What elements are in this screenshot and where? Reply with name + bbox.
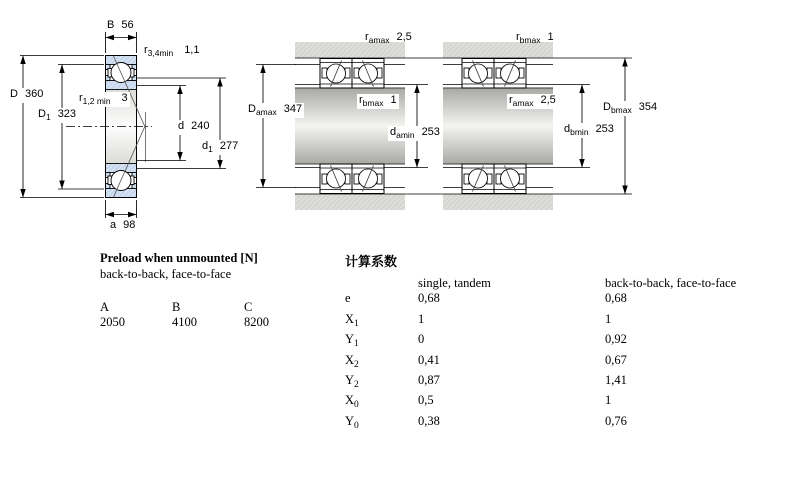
factor-value: 0,38 [418,413,440,428]
factor-value: 0,67 [605,352,627,367]
dim-label-r34min: $r_{3,4min}$ 1,1 [144,44,200,58]
preload-table [100,251,316,330]
factor-value: 0,41 [418,352,440,367]
factor-label: $Y_1$ [345,332,359,350]
factor-value: 0,5 [418,393,434,408]
factors-row-Y1 [345,332,755,352]
preload-table-value-row [100,315,316,330]
factor-label: e [345,291,351,306]
preload-col-header: B [172,300,181,314]
factors-row-X0 [345,393,755,413]
factors-label-col-header [345,276,418,291]
factor-label: $Y_2$ [345,373,359,391]
preload-table-subtitle: back-to-back, face-to-face [100,267,232,281]
factor-label: $Y_0$ [345,413,359,431]
preload-value: 2050 [100,315,125,329]
preload-value: 4100 [172,315,197,329]
factors-row-Y2 [345,373,755,393]
factors-col-header-single-tandem: single, tandem [418,276,491,290]
dim-label-B: B 56 [107,19,134,31]
dim-label-ramax-f2f: $r_{amax}$ 2,5 [509,94,556,108]
dim-label-d: d 240 [176,120,211,135]
factors-row-e [345,291,755,311]
factor-value: 1 [605,311,612,326]
factors-col-header-back-to-back: back-to-back, face-to-face [605,276,737,290]
factor-value: 0,68 [418,291,440,306]
preload-table-title: Preload when unmounted [N] [100,251,258,265]
dim-label-rbmax-f2f: $r_{bmax}$ 1 [516,31,554,45]
factor-value: 0,76 [605,413,627,428]
preload-col-header: C [244,300,253,314]
factor-value: 0,87 [418,373,440,388]
dim-label-d1: $d_1$ 277 [202,140,239,154]
factors-row-Y0 [345,414,755,434]
factor-value: 1 [605,393,612,408]
dim-label-Damax: $D_{amax}$ 347 [248,103,303,117]
preload-table-header-row [100,300,316,315]
factor-value: 0 [418,332,425,347]
factor-value: 0,68 [605,291,627,306]
factor-value: 1,41 [605,373,627,388]
factors-table-title: 计算系数 [345,255,398,270]
dim-label-D1: $D_1$ 323 [38,108,77,122]
factor-label: $X_0$ [345,393,359,411]
dim-label-dbmin: $d_{bmin}$ 253 [564,123,614,137]
dim-label-Dbmax: $D_{bmax}$ 354 [603,101,658,115]
factors-table-header-row [345,276,755,291]
dim-label-ramax-b2b: $r_{amax}$ 2,5 [365,31,412,45]
calculation-factors-table [345,251,755,434]
factor-value: 0,92 [605,332,627,347]
dim-label-rbmax-b2b: $r_{bmax}$ 1 [359,94,397,108]
preload-col-header: A [100,300,110,314]
dim-label-a: a 98 [110,219,136,231]
bearing-cross-section [66,56,152,198]
factor-value: 1 [418,311,425,326]
preload-value: 8200 [244,315,269,329]
dim-label-r12min: $r_{1,2 min}$ 3 [79,92,128,106]
factor-label: $X_1$ [345,311,359,329]
dim-label-damin: $d_{amin}$ 253 [390,126,440,140]
factor-label: $X_2$ [345,352,359,370]
dim-label-D: D 360 [8,88,45,103]
factors-row-X1 [345,312,755,332]
factors-row-X2 [345,353,755,373]
